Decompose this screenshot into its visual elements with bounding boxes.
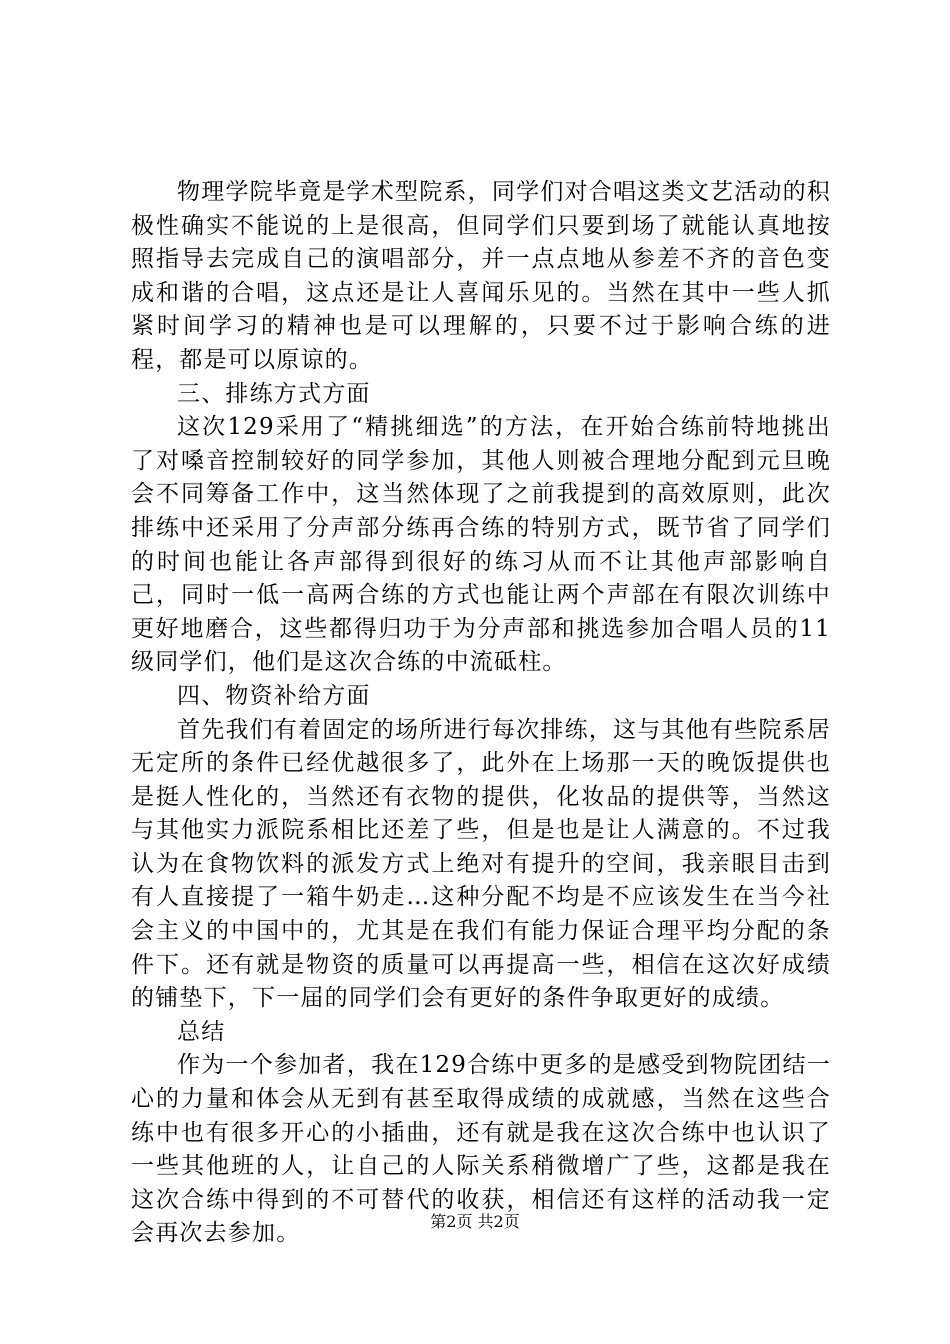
paragraph-summary: 作为一个参加者，我在129合练中更多的是感受到物院团结一心的力量和体会从无到有甚至取得成绩的成就感，当然在这些合练中也有很多开心的小插曲，还有就是我在这次合练中也认识了一些其他班的人，让自己的人际关系稍微增广了些，这都是我在这次合练中得到的不可替代的收获，相信还有这样的活动我一定会再次去参加。 xyxy=(131,1052,831,1247)
paragraph-supplies: 首先我们有着固定的场所进行每次排练，这与其他有些院系居无定所的条件已经优越很多了，此外在上场那一天的晚饭提供也是挺人性化的，当然还有衣物的提供，化妆品的提供等，当然这与其他实力派院系相比还差了些，但是也是让人满意的。不过我认为在食物饮料的派发方式上绝对有提升的空间，我亲眼目击到有人直接提了一箱牛奶走…这种分配不均是不应该发生在当今社会主义的中国中的，尤其是在我们有能力保证合理平均分配的条件下。还有就是物资的质量可以再提高一些，相信在这次好成绩的铺垫下，下一届的同学们会有更好的条件争取更好的成绩。 xyxy=(131,716,831,1012)
section-heading-supplies: 四、物资补给方面 xyxy=(177,682,371,709)
page-number-footer: 第2页 共2页 xyxy=(430,1212,520,1231)
document-body xyxy=(131,176,831,1251)
paragraph-choir-attitude: 物理学院毕竟是学术型院系，同学们对合唱这类文艺活动的积极性确实不能说的上是很高，但同学们只要到场了就能认真地按照指导去完成自己的演唱部分，并一点点地从参差不齐的音色变成和谐的合唱，这点还是让人喜闻乐见的。当然在其中一些人抓紧时间学习的精神也是可以理解的，只要不过于影响合练的进程，都是可以原谅的。 xyxy=(131,179,831,373)
paragraph-rehearsal-method: 这次129采用了“精挑细选”的方法，在开始合练前特地挑出了对嗓音控制较好的同学参加，其他人则被合理地分配到元旦晚会不同筹备工作中，这当然体现了之前我提到的高效原则，此次排练中还采用了分声部分练再合练的特别方式，既节省了同学们的时间也能让各声部得到很好的练习从而不让其他声部影响自己，同时一低一高两合练的方式也能让两个声部在有限次训练中更好地磨合，这些都得归功于为分声部和挑选参加合唱人员的11级同学们，他们是这次合练的中流砥柱。 xyxy=(131,414,831,676)
section-heading-summary: 总结 xyxy=(177,1018,226,1045)
section-heading-rehearsal-method: 三、排练方式方面 xyxy=(177,380,371,407)
